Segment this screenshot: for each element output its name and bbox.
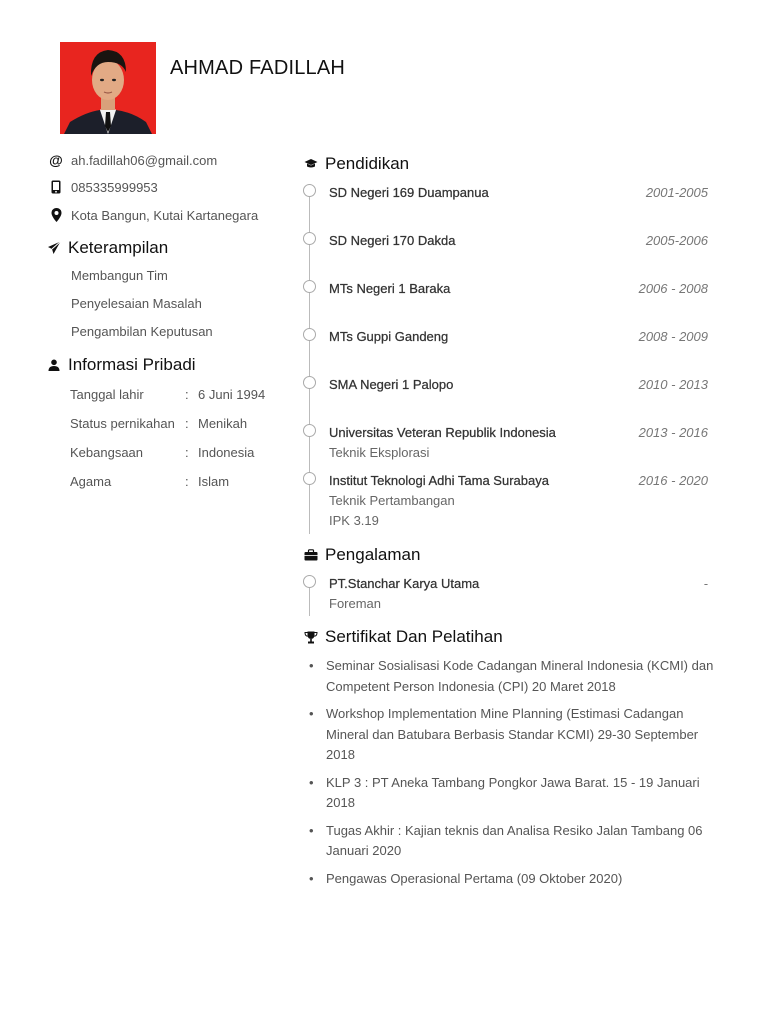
user-icon xyxy=(46,357,62,373)
list-item xyxy=(306,869,716,890)
education-school: MTs Negeri 1 Baraka xyxy=(329,281,451,296)
certificates-heading xyxy=(303,627,503,647)
timeline-dot xyxy=(303,424,316,437)
skill-item: Membangun Tim xyxy=(71,268,168,283)
graduation-cap-icon xyxy=(303,156,319,172)
mobile-phone-icon xyxy=(48,179,64,195)
education-years: 2008 - 2009 xyxy=(638,329,708,344)
trophy-icon xyxy=(303,629,319,645)
profile-photo xyxy=(60,42,156,134)
experience-role: Foreman xyxy=(329,596,382,611)
education-heading xyxy=(303,154,409,174)
info-label: Status pernikahan xyxy=(70,416,175,431)
education-school: Institut Teknologi Adhi Tama Surabaya xyxy=(329,473,549,488)
info-value: Islam xyxy=(198,474,230,489)
experience-company: PT.Stanchar Karya Utama xyxy=(329,576,480,591)
experience-title: Pengalaman xyxy=(325,545,421,564)
info-value: 6 Juni 1994 xyxy=(198,387,266,402)
certificate-text: Seminar Sosialisasi Kode Cadangan Mineral Indonesia (KCMI) dan Competent Person Indonesia (CPI) 20 Maret 2018 xyxy=(326,658,714,694)
map-marker-icon xyxy=(48,207,64,223)
bullet: • xyxy=(309,658,314,673)
email-text: ah.fadillah06@gmail.com xyxy=(71,152,218,168)
education-gpa: IPK 3.19 xyxy=(329,513,379,528)
timeline-dot xyxy=(303,280,316,293)
person-portrait-icon xyxy=(60,42,156,134)
contact-address xyxy=(48,207,258,223)
education-school: SD Negeri 169 Duampanua xyxy=(329,185,489,200)
candidate-name: AHMAD FADILLAH xyxy=(170,57,346,79)
certificate-text: Tugas Akhir : Kajian teknis dan Analisa Resiko Jalan Tambang 06 Januari 2020 xyxy=(326,822,703,858)
contact-email xyxy=(48,152,217,168)
info-label: Tanggal lahir xyxy=(70,387,144,402)
education-school: Universitas Veteran Republik Indonesia xyxy=(329,425,556,440)
briefcase-icon xyxy=(303,547,319,563)
experience-heading xyxy=(303,545,420,565)
at-sign-icon: @ xyxy=(49,152,63,168)
certificates-list xyxy=(306,656,716,896)
skill-item: Pengambilan Keputusan xyxy=(71,324,213,339)
education-school: SD Negeri 170 Dakda xyxy=(329,233,456,248)
info-row-birthdate xyxy=(70,387,265,402)
timeline-dot xyxy=(303,376,316,389)
personal-info-heading xyxy=(46,355,196,375)
certificate-text: Pengawas Operasional Pertama (09 Oktober 2020) xyxy=(326,870,623,886)
education-major: Teknik Pertambangan xyxy=(329,493,455,508)
info-value: Indonesia xyxy=(198,445,255,460)
education-years: 2010 - 2013 xyxy=(638,377,708,392)
info-separator: : xyxy=(185,474,189,489)
address-text: Kota Bangun, Kutai Kartanegara xyxy=(71,207,259,223)
timeline-dot xyxy=(303,184,316,197)
timeline-dot xyxy=(303,472,316,485)
timeline-dot xyxy=(303,575,316,588)
info-row-marital-status xyxy=(70,416,247,431)
info-row-religion xyxy=(70,474,229,489)
certificate-text: Workshop Implementation Mine Planning (Estimasi Cadangan Mineral dan Batubara Berbasis Standar KCMI) 29-30 September 2018 xyxy=(326,706,699,762)
bullet: • xyxy=(309,706,314,721)
skills-heading xyxy=(46,238,168,258)
education-years: 2005-2006 xyxy=(645,233,708,248)
timeline-dot xyxy=(303,232,316,245)
list-item xyxy=(306,656,716,697)
info-label: Agama xyxy=(70,474,112,489)
skills-title: Keterampilan xyxy=(68,238,169,257)
info-value: Menikah xyxy=(198,416,248,431)
personal-info-title: Informasi Pribadi xyxy=(68,355,196,374)
experience-years: - xyxy=(703,576,708,591)
education-school: MTs Guppi Gandeng xyxy=(329,329,449,344)
contact-phone xyxy=(48,179,158,195)
education-years: 2006 - 2008 xyxy=(638,281,708,296)
timeline-dot xyxy=(303,328,316,341)
education-school: SMA Negeri 1 Palopo xyxy=(329,377,454,392)
education-years: 2013 - 2016 xyxy=(638,425,708,440)
education-years: 2016 - 2020 xyxy=(638,473,708,488)
bullet: • xyxy=(309,822,314,838)
bullet: • xyxy=(309,870,314,886)
education-years: 2001-2005 xyxy=(645,185,708,200)
info-separator: : xyxy=(185,387,189,402)
list-item xyxy=(306,704,716,766)
list-item xyxy=(306,821,716,862)
education-title: Pendidikan xyxy=(325,154,410,173)
certificate-text: KLP 3 : PT Aneka Tambang Pongkor Jawa Barat. 15 - 19 Januari 2018 xyxy=(326,774,700,810)
education-major: Teknik Eksplorasi xyxy=(329,445,430,460)
certificates-title: Sertifikat Dan Pelatihan xyxy=(325,627,503,646)
info-label: Kebangsaan xyxy=(70,445,144,460)
skill-item: Penyelesaian Masalah xyxy=(71,296,202,311)
info-separator: : xyxy=(185,445,189,460)
phone-text: 085335999953 xyxy=(71,179,158,195)
rocket-icon xyxy=(46,240,62,256)
info-separator: : xyxy=(185,416,189,431)
list-item xyxy=(306,773,716,814)
bullet: • xyxy=(309,774,314,790)
info-row-nationality xyxy=(70,445,254,460)
